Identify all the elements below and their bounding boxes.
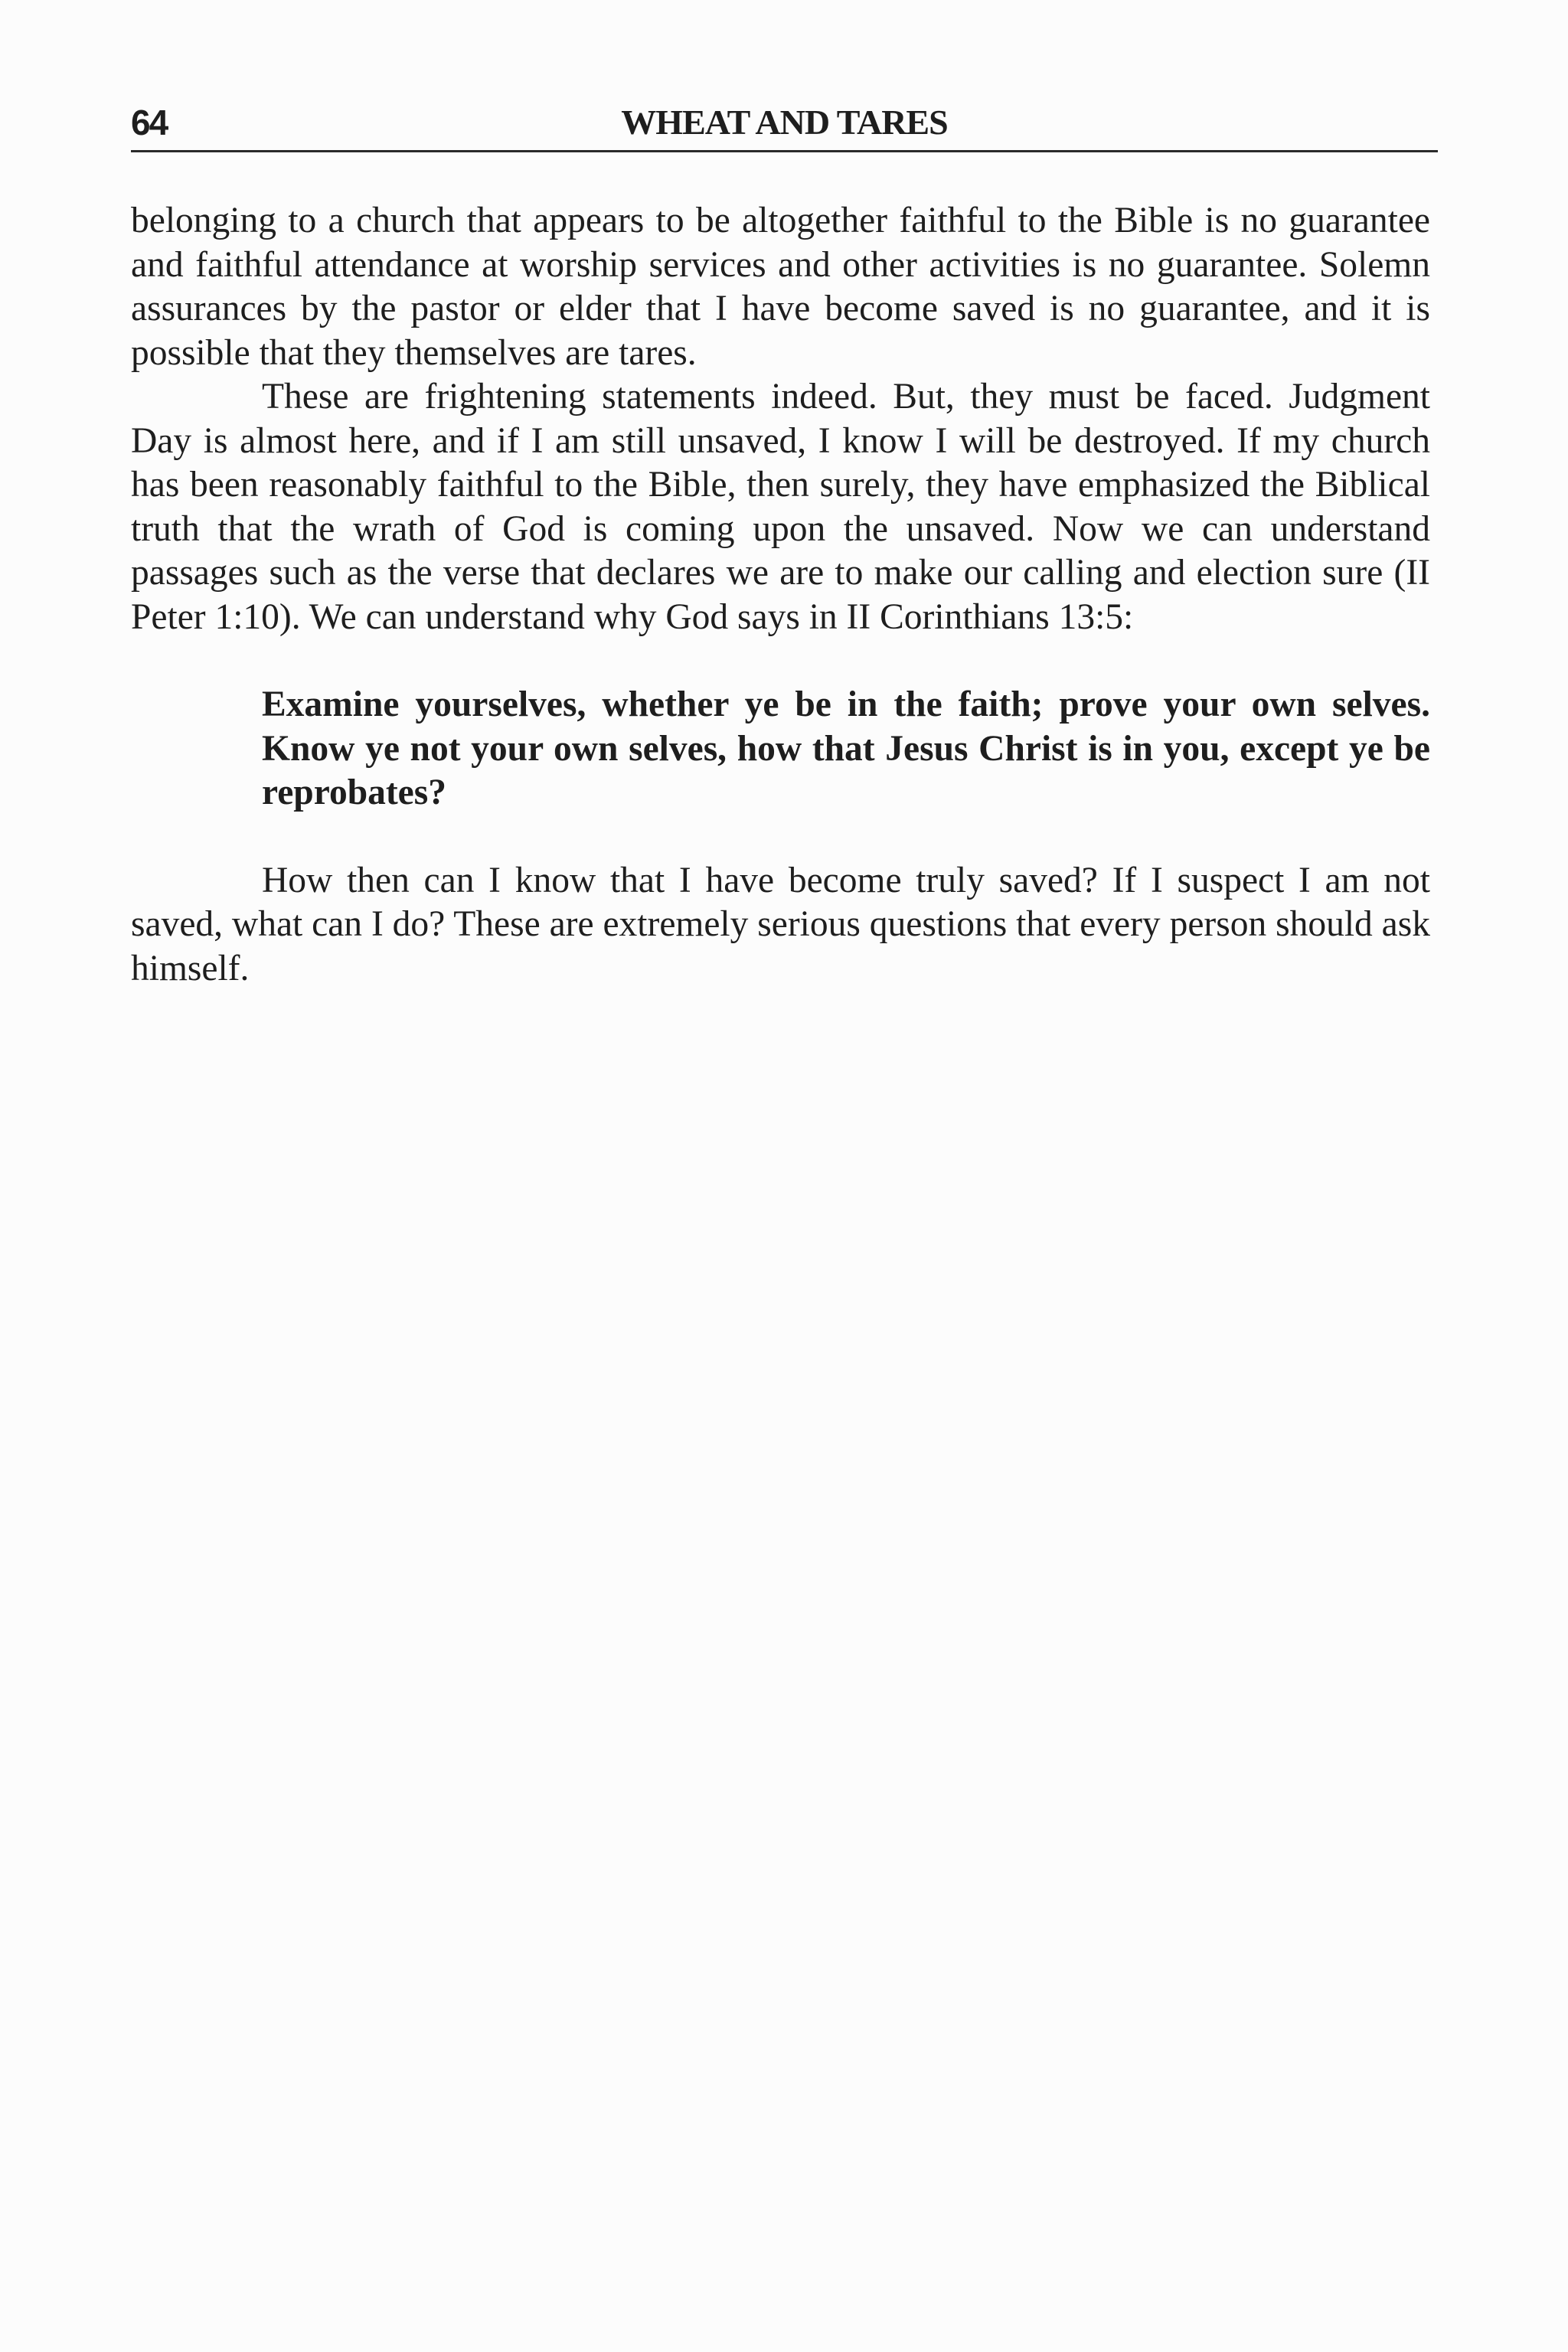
- scripture-quote: Examine yourselves, whether ye be in the faith; prove your own selves. Know ye not your own selves, how that Jesus Christ is in you, except ye be reprobates?: [262, 684, 1430, 812]
- paragraph-questions: How then can I know that I have become truly saved? If I suspect I am not saved, what can I do? These are extremely serious questions that every person should ask himself.: [131, 860, 1430, 988]
- running-header: [131, 98, 1438, 152]
- page-number: 64: [131, 103, 168, 142]
- paragraph-continuation: belonging to a church that appears to be altogether faithful to the Bible is no guarantee and faithful attendance at worship services and other activities is no guarantee. Solemn assurances by the pastor or elder that I have become saved is no guarantee, and it is possible that they themselves are tares.: [131, 201, 1430, 373]
- paragraph-judgment-day: These are frightening statements indeed. But, they must be faced. Judgment Day is almost here, and if I am still unsaved, I know I will be destroyed. If my church has been reasonably faithful to the Bible, then surely, they have emphasized the Biblical truth that the wrath of God is coming upon the unsaved. Now we can understand passages such as the verse that declares we are to make our calling and election sure (II Peter 1:10). We can understand why God says in II Corinthians 13:5:: [131, 377, 1430, 637]
- book-title: WHEAT AND TARES: [621, 103, 948, 142]
- body-text: [131, 199, 1430, 991]
